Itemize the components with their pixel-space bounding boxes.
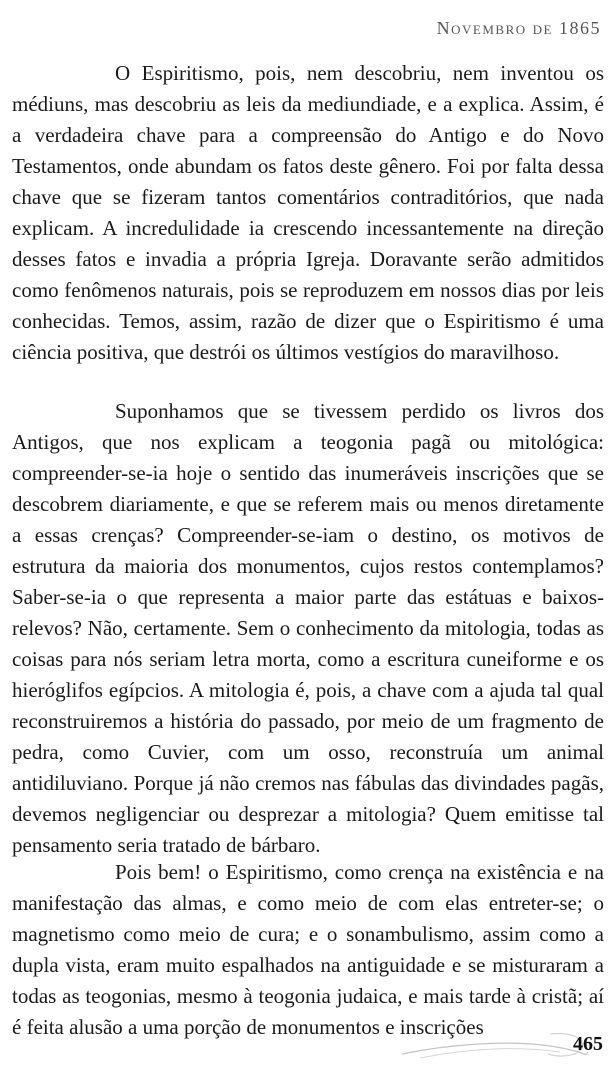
page-number: 465	[573, 1033, 603, 1055]
running-header: Novembro de 1865	[436, 18, 601, 38]
paragraph-1	[12, 58, 604, 368]
paragraph-2	[12, 396, 604, 861]
paragraph-2-text: Suponhamos que se tivessem perdido os livros dos Antigos, que nos explicam a teogonia pagã ou mitológica: compreender-se-ia hoje o sentido das inumeráveis inscrições que se descobrem diariamente, e que se referem mais ou menos diretamente a essas crenças? Compreender-se-iam o destino, os motivos de estrutura da maioria dos monumentos, cujos restos contemplamos? Saber-se-ia o que representa a maior parte das estátuas e baixos-relevos? Não, certamente. Sem o conhecimento da mitologia, todas as coisas para nós seriam letra morta, como a escritura cuneiforme e os hieróglifos egípcios. A mitologia é, pois, a chave com a ajuda tal qual reconstruiremos a história do passado, por meio de um fragmento de pedra, como Cuvier, com um osso, reconstruía um animal antidiluviano. Porque já não cremos nas fábulas das divindades pagãs, devemos negligenciar ou desprezar a mitologia? Quem emitisse tal pensamento seria tratado de bárbaro.	[12, 399, 604, 857]
paragraph-1-text: O Espiritismo, pois, nem descobriu, nem inventou os médiuns, mas descobriu as leis da mediundiade, e a explica. Assim, é a verdadeira chave para a compreensão do Antigo e do Novo Testamentos, onde abundam os fatos deste gênero. Foi por falta dessa chave que se fizeram tantos comentários contraditórios, que nada explicam. A incredulidade ia crescendo incessantemente na direção desses fatos e invadia a própria Igreja. Doravante serão admitidos como fenômenos naturais, pois se reproduzem em nossos dias por leis conhecidas. Temos, assim, razão de dizer que o Espiritismo é uma ciência positiva, que destrói os últimos vestígios do maravilhoso.	[12, 61, 604, 364]
paragraph-3-text: Pois bem! o Espiritismo, como crença na existência e na manifestação das almas, e como meio de com elas entreter-se; o magnetismo como meio de cura; e o sonambulismo, assim como a dupla vista, eram muito espalhados na antiguidade e se misturaram a todas as teogonias, mesmo à teogonia judaica, e mais tarde à cristã; aí é feita alusão a uma porção de monumentos e inscrições	[12, 860, 604, 1039]
paragraph-3	[12, 857, 604, 1043]
decorative-swoosh-icon	[400, 1024, 590, 1064]
